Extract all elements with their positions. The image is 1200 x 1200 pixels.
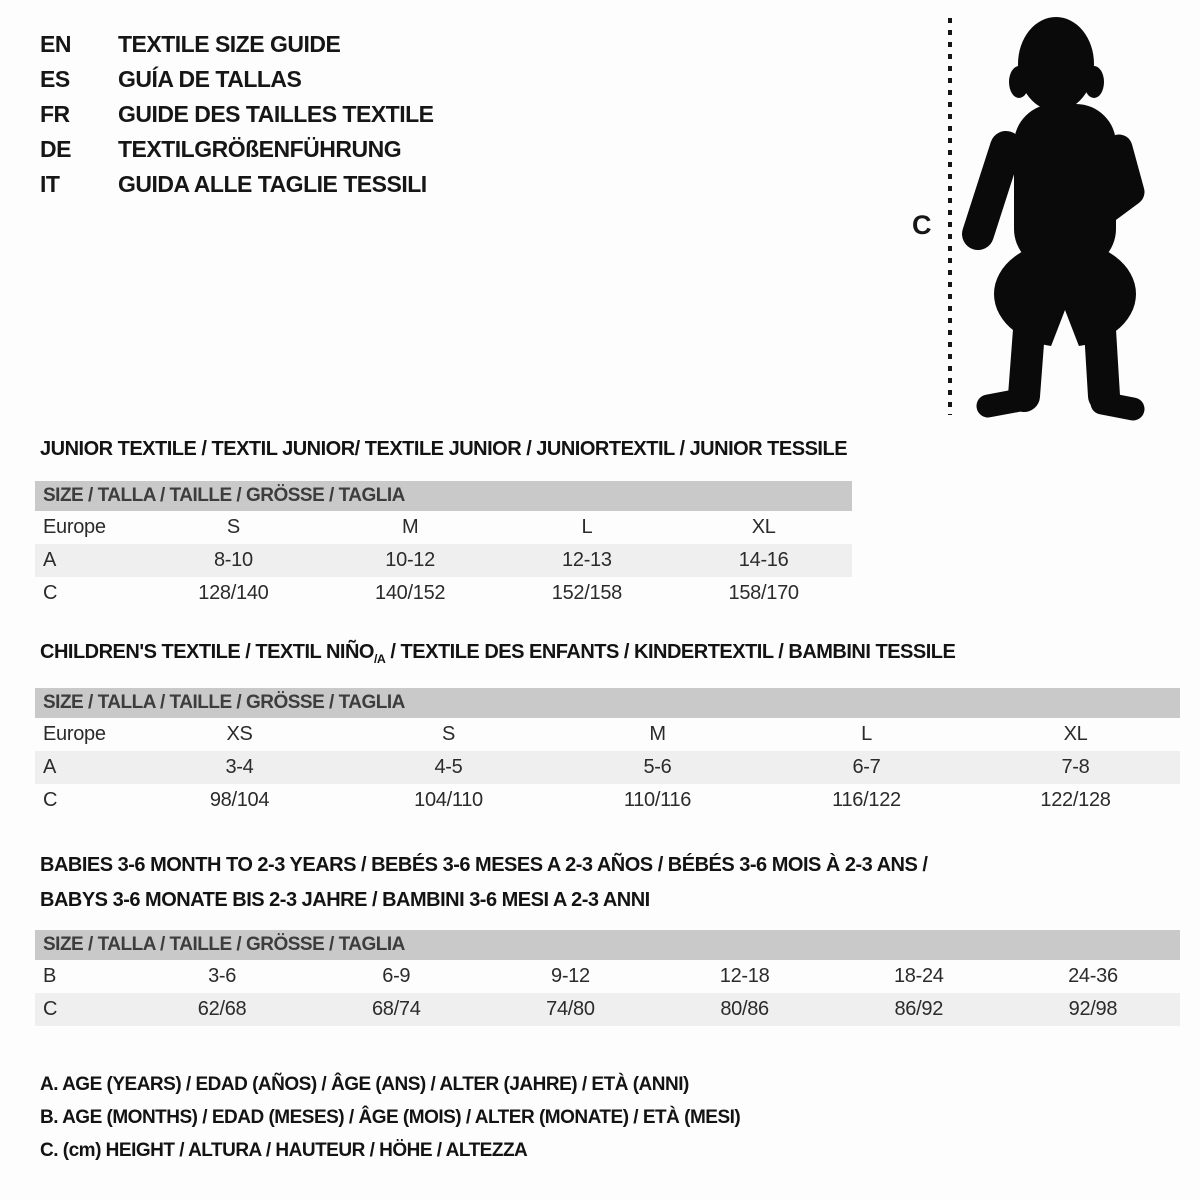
age-cell: 12-13 — [562, 549, 612, 571]
junior-section-title: JUNIOR TEXTILE / TEXTIL JUNIOR/ TEXTILE JUNIOR / JUNIORTEXTIL / JUNIOR TESSILE — [40, 438, 848, 460]
children-title-prefix: CHILDREN'S TEXTILE / TEXTIL NIÑO — [40, 641, 374, 663]
months-cell: 24-36 — [1068, 965, 1118, 987]
age-cell: 5-6 — [643, 756, 672, 778]
height-cell: 158/170 — [728, 582, 799, 604]
height-cell: 92/98 — [1068, 998, 1118, 1020]
size-cell: L — [581, 516, 593, 538]
lang-row-de — [40, 132, 434, 167]
months-cell: 3-6 — [208, 965, 237, 987]
row-label: C — [43, 789, 58, 811]
age-cell: 3-4 — [225, 756, 254, 778]
children-section-title — [40, 641, 955, 666]
age-cell: 4-5 — [434, 756, 463, 778]
footnote-height-cm: C. (cm) HEIGHT / ALTURA / HAUTEUR / HÖHE / ALTEZZA — [40, 1139, 528, 1161]
footnote-age-years: A. AGE (YEARS) / EDAD (AÑOS) / ÂGE (ANS) / ALTER (JAHRE) / ETÀ (ANNI) — [40, 1073, 689, 1095]
babies-title-line2: BABYS 3-6 MONATE BIS 2-3 JAHRE / BAMBINI 3-6 MESI A 2-3 ANNI — [40, 889, 650, 911]
size-cell: XL — [751, 516, 776, 538]
row-label: A — [43, 549, 57, 571]
age-cell: 8-10 — [213, 549, 253, 571]
babies-table-header: SIZE / TALLA / TAILLE / GRÖSSE / TAGLIA — [35, 930, 1180, 960]
babies-section-title — [40, 848, 927, 918]
height-cell: 104/110 — [414, 789, 483, 811]
age-cell: 7-8 — [1061, 756, 1090, 778]
table-row-height — [35, 993, 1180, 1026]
lang-code: DE — [40, 136, 71, 162]
size-cell: M — [401, 516, 419, 538]
lang-code: IT — [40, 171, 60, 197]
height-cell: 74/80 — [546, 998, 595, 1020]
table-row-months — [35, 960, 1180, 993]
height-cell: 86/92 — [894, 998, 944, 1020]
table-row-height — [35, 577, 852, 610]
size-cell: XL — [1063, 723, 1088, 745]
row-label: C — [43, 998, 58, 1020]
babies-size-table — [35, 930, 1180, 1026]
lang-title: TEXTILE SIZE GUIDE — [118, 31, 341, 57]
age-cell: 14-16 — [738, 549, 789, 571]
row-label: B — [43, 965, 57, 987]
lang-row-fr — [40, 97, 434, 132]
size-cell: M — [649, 723, 666, 745]
lang-code: EN — [40, 31, 71, 57]
lang-row-en — [40, 27, 434, 62]
age-cell: 10-12 — [385, 549, 435, 571]
size-cell: XS — [226, 723, 253, 745]
height-cell: 110/116 — [623, 789, 692, 811]
age-cell: 6-7 — [852, 756, 881, 778]
row-label: A — [43, 756, 57, 778]
junior-size-table — [35, 481, 852, 610]
lang-code: ES — [40, 66, 70, 92]
height-cell: 152/158 — [551, 582, 622, 604]
row-label: C — [43, 582, 58, 604]
junior-table-header: SIZE / TALLA / TAILLE / GRÖSSE / TAGLIA — [35, 481, 852, 511]
months-cell: 18-24 — [893, 965, 944, 987]
height-cell: 68/74 — [371, 998, 421, 1020]
table-row-europe — [35, 511, 852, 544]
size-cell: S — [226, 516, 240, 538]
lang-title: GUIDA ALLE TAGLIE TESSILI — [118, 171, 427, 197]
height-cell: 116/122 — [832, 789, 901, 811]
lang-title: TEXTILGRÖßENFÜHRUNG — [118, 136, 402, 162]
lang-title: GUÍA DE TALLAS — [118, 66, 302, 92]
children-title-subscript: /A — [373, 652, 386, 666]
children-title-suffix: / TEXTILE DES ENFANTS / KINDERTEXTIL / BAMBINI TESSILE — [385, 641, 956, 663]
months-cell: 12-18 — [719, 965, 770, 987]
lang-title: GUIDE DES TAILLES TEXTILE — [118, 101, 434, 127]
table-row-europe — [35, 718, 1180, 751]
language-title-list — [40, 27, 434, 202]
legend-footnotes — [40, 1068, 740, 1167]
lang-code: FR — [40, 101, 70, 127]
size-cell: S — [441, 723, 456, 745]
height-cell: 122/128 — [1040, 789, 1111, 811]
height-cell: 80/86 — [720, 998, 769, 1020]
months-cell: 6-9 — [382, 965, 411, 987]
babies-title-line1: BABIES 3-6 MONTH TO 2-3 YEARS / BEBÉS 3-6 MESES A 2-3 AÑOS / BÉBÉS 3-6 MOIS À 2-3 ANS / — [40, 854, 928, 876]
table-row-age — [35, 751, 1180, 784]
height-cell: 128/140 — [198, 582, 269, 604]
children-size-table — [35, 688, 1180, 817]
row-label: Europe — [43, 723, 106, 745]
height-cell: 98/104 — [209, 789, 270, 811]
children-table-header: SIZE / TALLA / TAILLE / GRÖSSE / TAGLIA — [35, 688, 1180, 718]
toddler-silhouette-icon — [910, 12, 1160, 422]
size-cell: L — [861, 723, 872, 745]
table-row-age — [35, 544, 852, 577]
height-cell: 140/152 — [375, 582, 446, 604]
footnote-age-months: B. AGE (MONTHS) / EDAD (MESES) / ÂGE (MOIS) / ALTER (MONATE) / ETÀ (MESI) — [40, 1106, 741, 1128]
row-label: Europe — [43, 516, 106, 538]
months-cell: 9-12 — [551, 965, 590, 987]
height-cell: 62/68 — [197, 998, 247, 1020]
height-measure-label: C — [912, 210, 932, 240]
lang-row-it — [40, 167, 434, 202]
table-row-height — [35, 784, 1180, 817]
lang-row-es — [40, 62, 434, 97]
